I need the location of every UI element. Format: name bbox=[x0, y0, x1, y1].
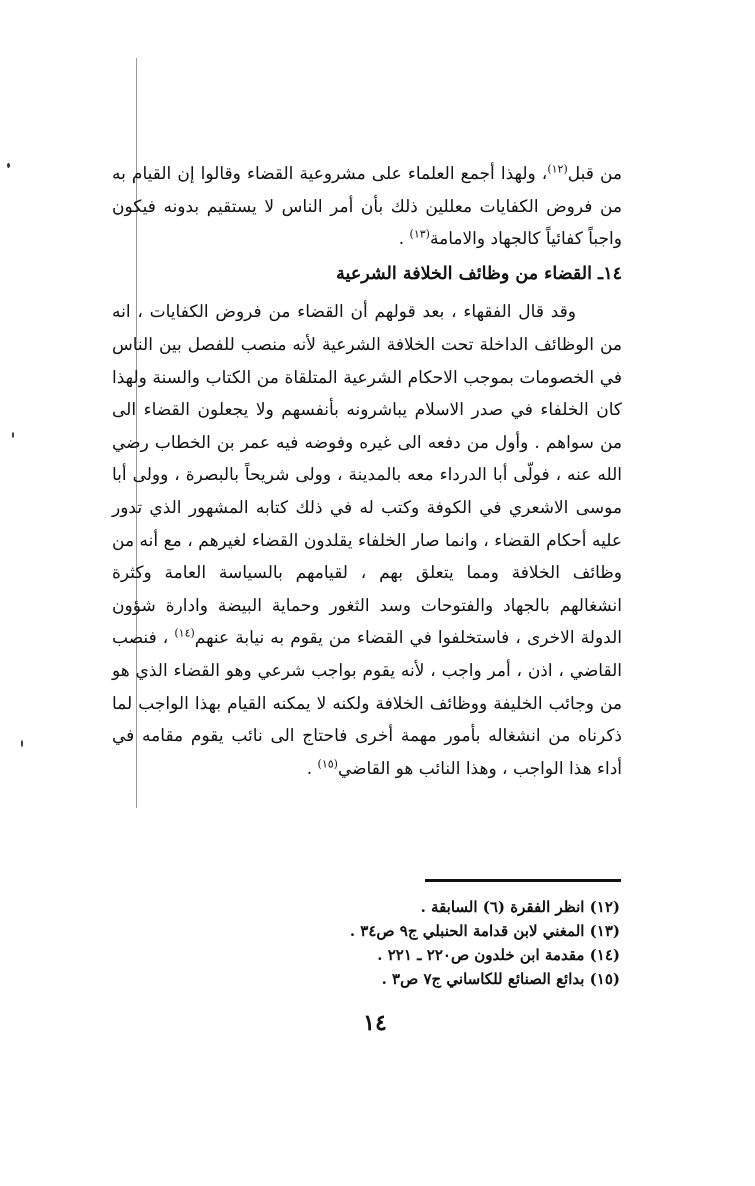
paragraph-main bbox=[112, 296, 622, 785]
page-number: ١٤ bbox=[363, 1010, 387, 1036]
paragraph-intro-end: . bbox=[398, 229, 410, 250]
footnote-ref-15: (١٥) bbox=[317, 757, 338, 771]
paragraph-intro-body: ، ولهذا أجمع العلماء على مشروعية القضاء وقالوا إن القيام به من فروض الكفايات معللين ذلك بأن أمر الناس لا يستقيم بدونه فيكون واجباً كفائياً كالجهاد والامامة bbox=[112, 164, 622, 250]
footnote-ref-14: (١٤) bbox=[174, 626, 195, 640]
footnote-ref-12: (١٢) bbox=[547, 162, 568, 176]
footnotes-list bbox=[290, 895, 620, 991]
paragraph-intro-start: من قبل bbox=[567, 164, 623, 184]
footnote-separator bbox=[425, 879, 621, 882]
scan-speck bbox=[7, 163, 10, 168]
scan-speck bbox=[12, 432, 14, 438]
footnote-item: (١٥) بدائع الصنائع للكاساني ج٧ ص٣ . bbox=[381, 970, 620, 988]
paragraph-main-end: . bbox=[306, 758, 318, 779]
footnote-item: (١٣) المغني لابن قدامة الحنبلي ج٩ ص٣٤ . bbox=[349, 922, 620, 940]
footnote-item: (١٢) انظر الفقرة (٦) السابقة . bbox=[420, 898, 620, 916]
scan-speck bbox=[21, 740, 23, 747]
paragraph-intro bbox=[112, 158, 622, 256]
footnote-ref-13: (١٣) bbox=[409, 227, 430, 241]
section-heading: ١٤ـ القضاء من وظائف الخلافة الشرعية bbox=[336, 263, 622, 284]
paragraph-main-part-a: وقد قال الفقهاء ، بعد قولهم أن القضاء من فروض الكفايات ، انه من الوظائف الداخلة تحت الخلافة الشرعية لأنه منصب للفصل بين الناس في الخصومات بموجب الاحكام الشرعية المتلقاة من الكتاب والسنة ولهذا كان الخلفاء في صدر الاسلام يباشرونه بأنفسهم ولا يجعلون القضاء الى من سواهم . وأول من دفعه الى غيره وفوضه فيه عمر بن الخطاب رضي الله عنه ، فولّى أبا الدرداء معه بالمدينة ، وولى شريحاً بالبصرة ، وولى أبا موسى الاشعري في الكوفة وكتب له في ذلك كتابه المشهور الذي تدور عليه أحكام القضاء ، وانما صار الخلفاء يقلدون القضاء لغيرهم ، مع أنه من وظائف الخلافة ومما يتعلق بهم ، لقيامهم بالسياسة العامة وكثرة انشغالهم بالجهاد والفتوحات وسد الثغور وحماية البيضة وادارة شؤون الدولة الاخرى ، فاستخلفوا في القضاء من يقوم به نيابة عنهم bbox=[112, 302, 622, 649]
main-text bbox=[112, 158, 622, 785]
paragraph-main-part-b: ، فنصب القاضي ، اذن ، أمر واجب ، لأنه يقوم بواجب شرعي وهو القضاء الذي هو من وجائب الخليفة ووظائف الخلافة ولكنه لا يمكنه القيام بهذا الواجب لما ذكرناه من انشغاله بأمور مهمة أخرى فاحتاج الى نائب يقوم مقامه في أداء هذا الواجب ، وهذا النائب هو القاضي bbox=[112, 628, 622, 779]
footnote-item: (١٤) مقدمة ابن خلدون ص٢٢٠ ـ ٢٢١ . bbox=[377, 946, 620, 964]
